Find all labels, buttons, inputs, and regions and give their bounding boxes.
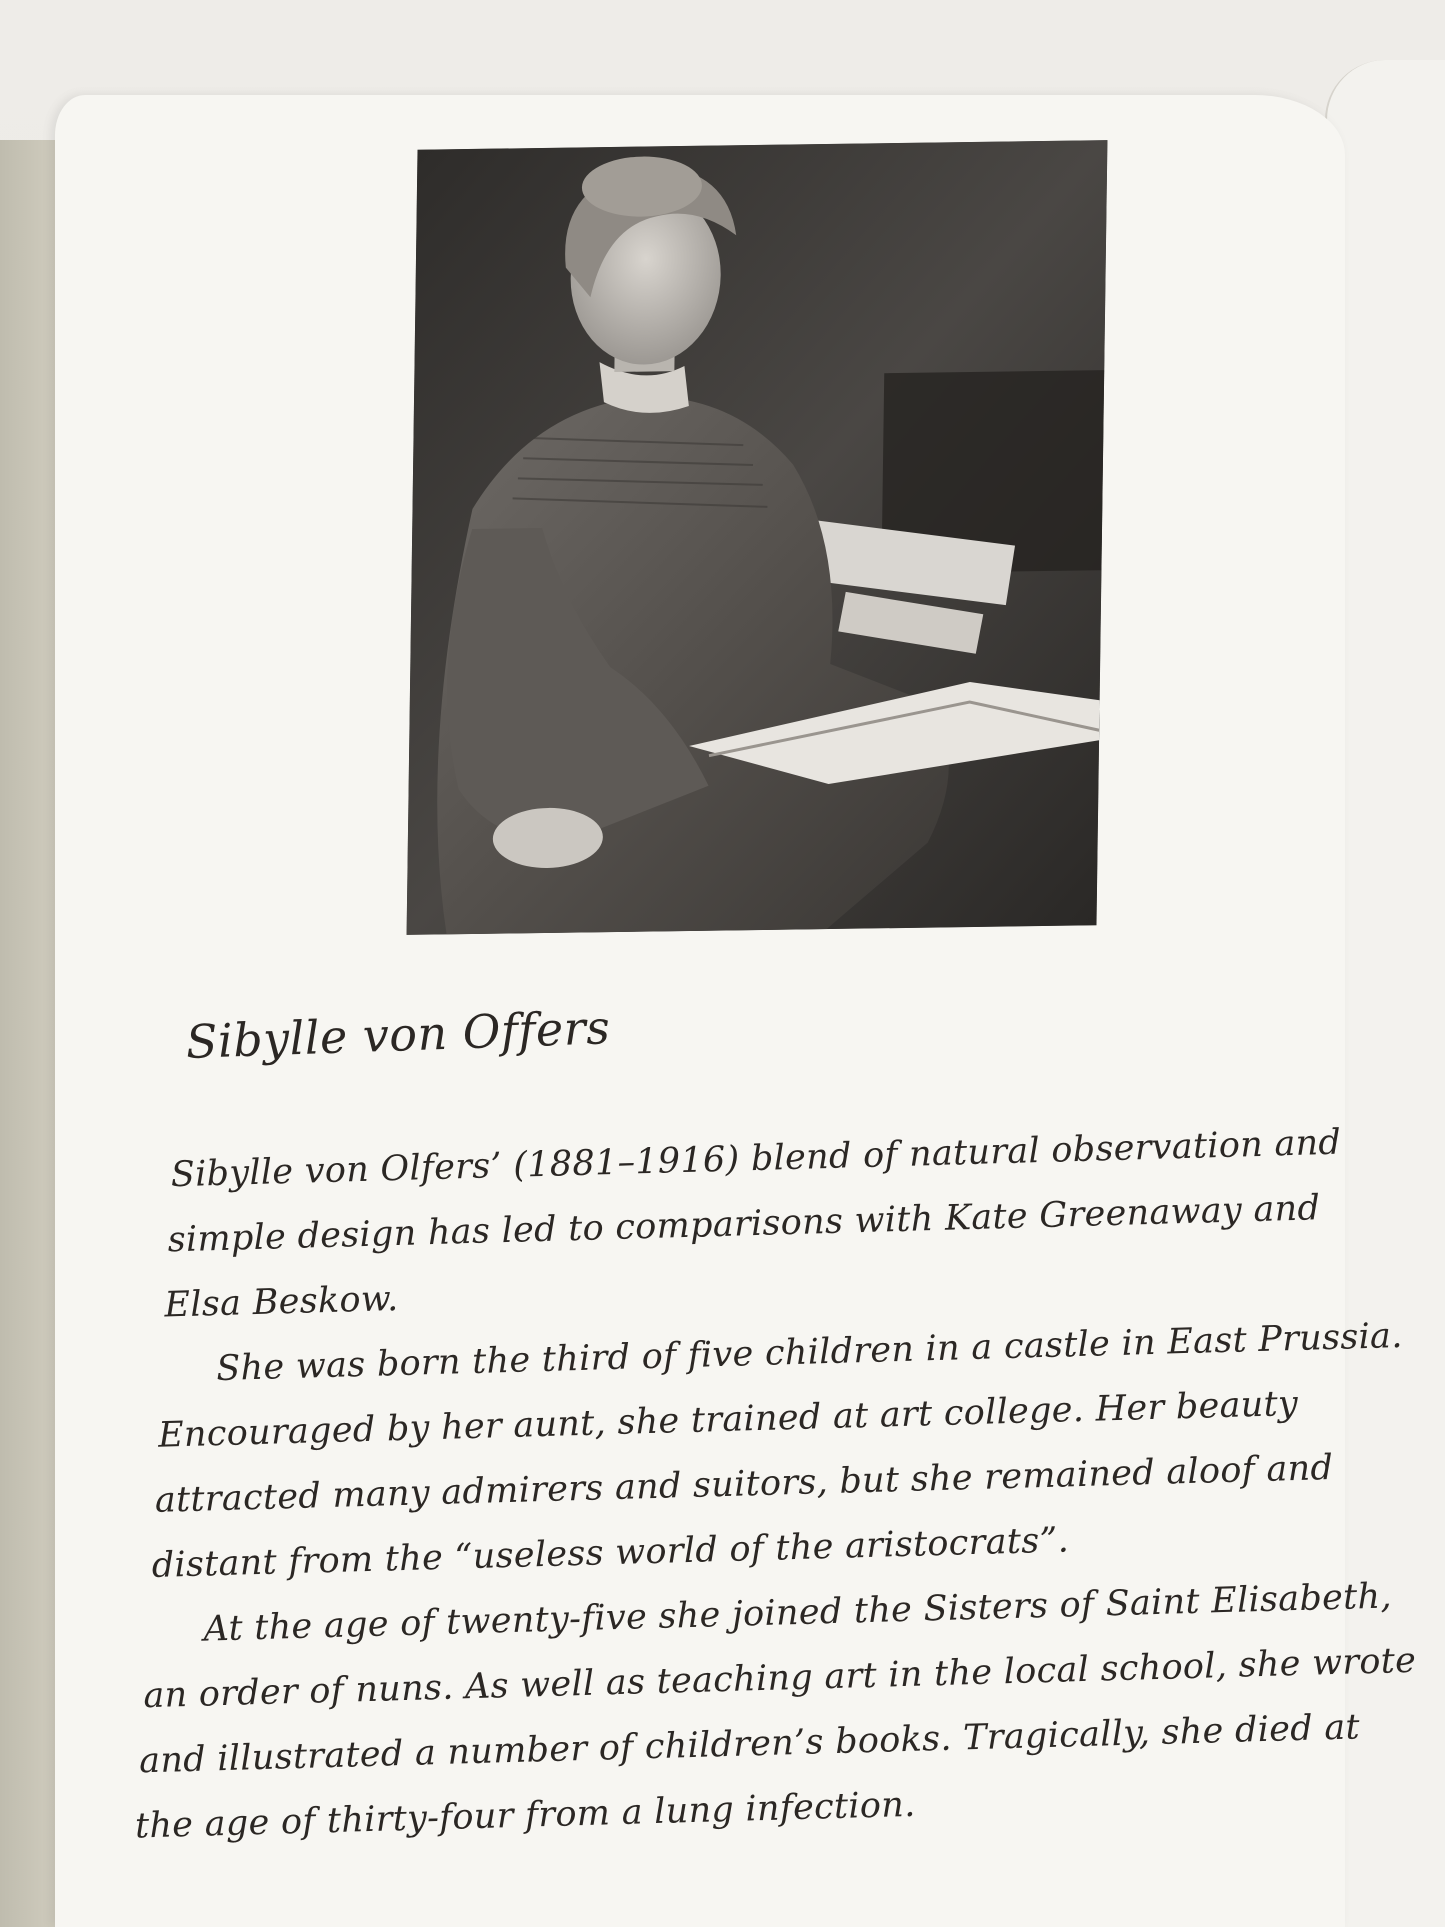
portrait-illustration bbox=[407, 140, 1108, 935]
text-line: distant from the “useless world of the aristocrats”. bbox=[151, 1520, 1070, 1586]
text-line: Sibylle von Olfers’ (1881–1916) blend of natural observation and bbox=[170, 1122, 1342, 1196]
text-line: Encouraged by her aunt, she trained at art college. Her beauty bbox=[157, 1383, 1299, 1456]
text-line: attracted many admirers and suitors, but she remained aloof and bbox=[154, 1447, 1334, 1521]
text-line: She was born the third of five children in a castle in East Prussia. bbox=[215, 1315, 1404, 1390]
text-line: simple design has led to comparisons with Kate Greenaway and bbox=[167, 1188, 1321, 1261]
text-line: Elsa Beskow. bbox=[163, 1279, 399, 1326]
text-line: At the age of twenty-five she joined the Sisters of Saint Elisabeth, bbox=[203, 1576, 1393, 1650]
page-title: Sibylle von Offers bbox=[185, 1000, 612, 1069]
portrait-photograph bbox=[407, 140, 1108, 935]
biography-text bbox=[110, 1109, 1419, 1860]
text-line: the age of thirty-four from a lung infection. bbox=[134, 1784, 916, 1847]
text-line: an order of nuns. As well as teaching art in the local school, she wrote bbox=[142, 1640, 1417, 1717]
text-line: and illustrated a number of children’s books. Tragically, she died at bbox=[138, 1707, 1361, 1782]
